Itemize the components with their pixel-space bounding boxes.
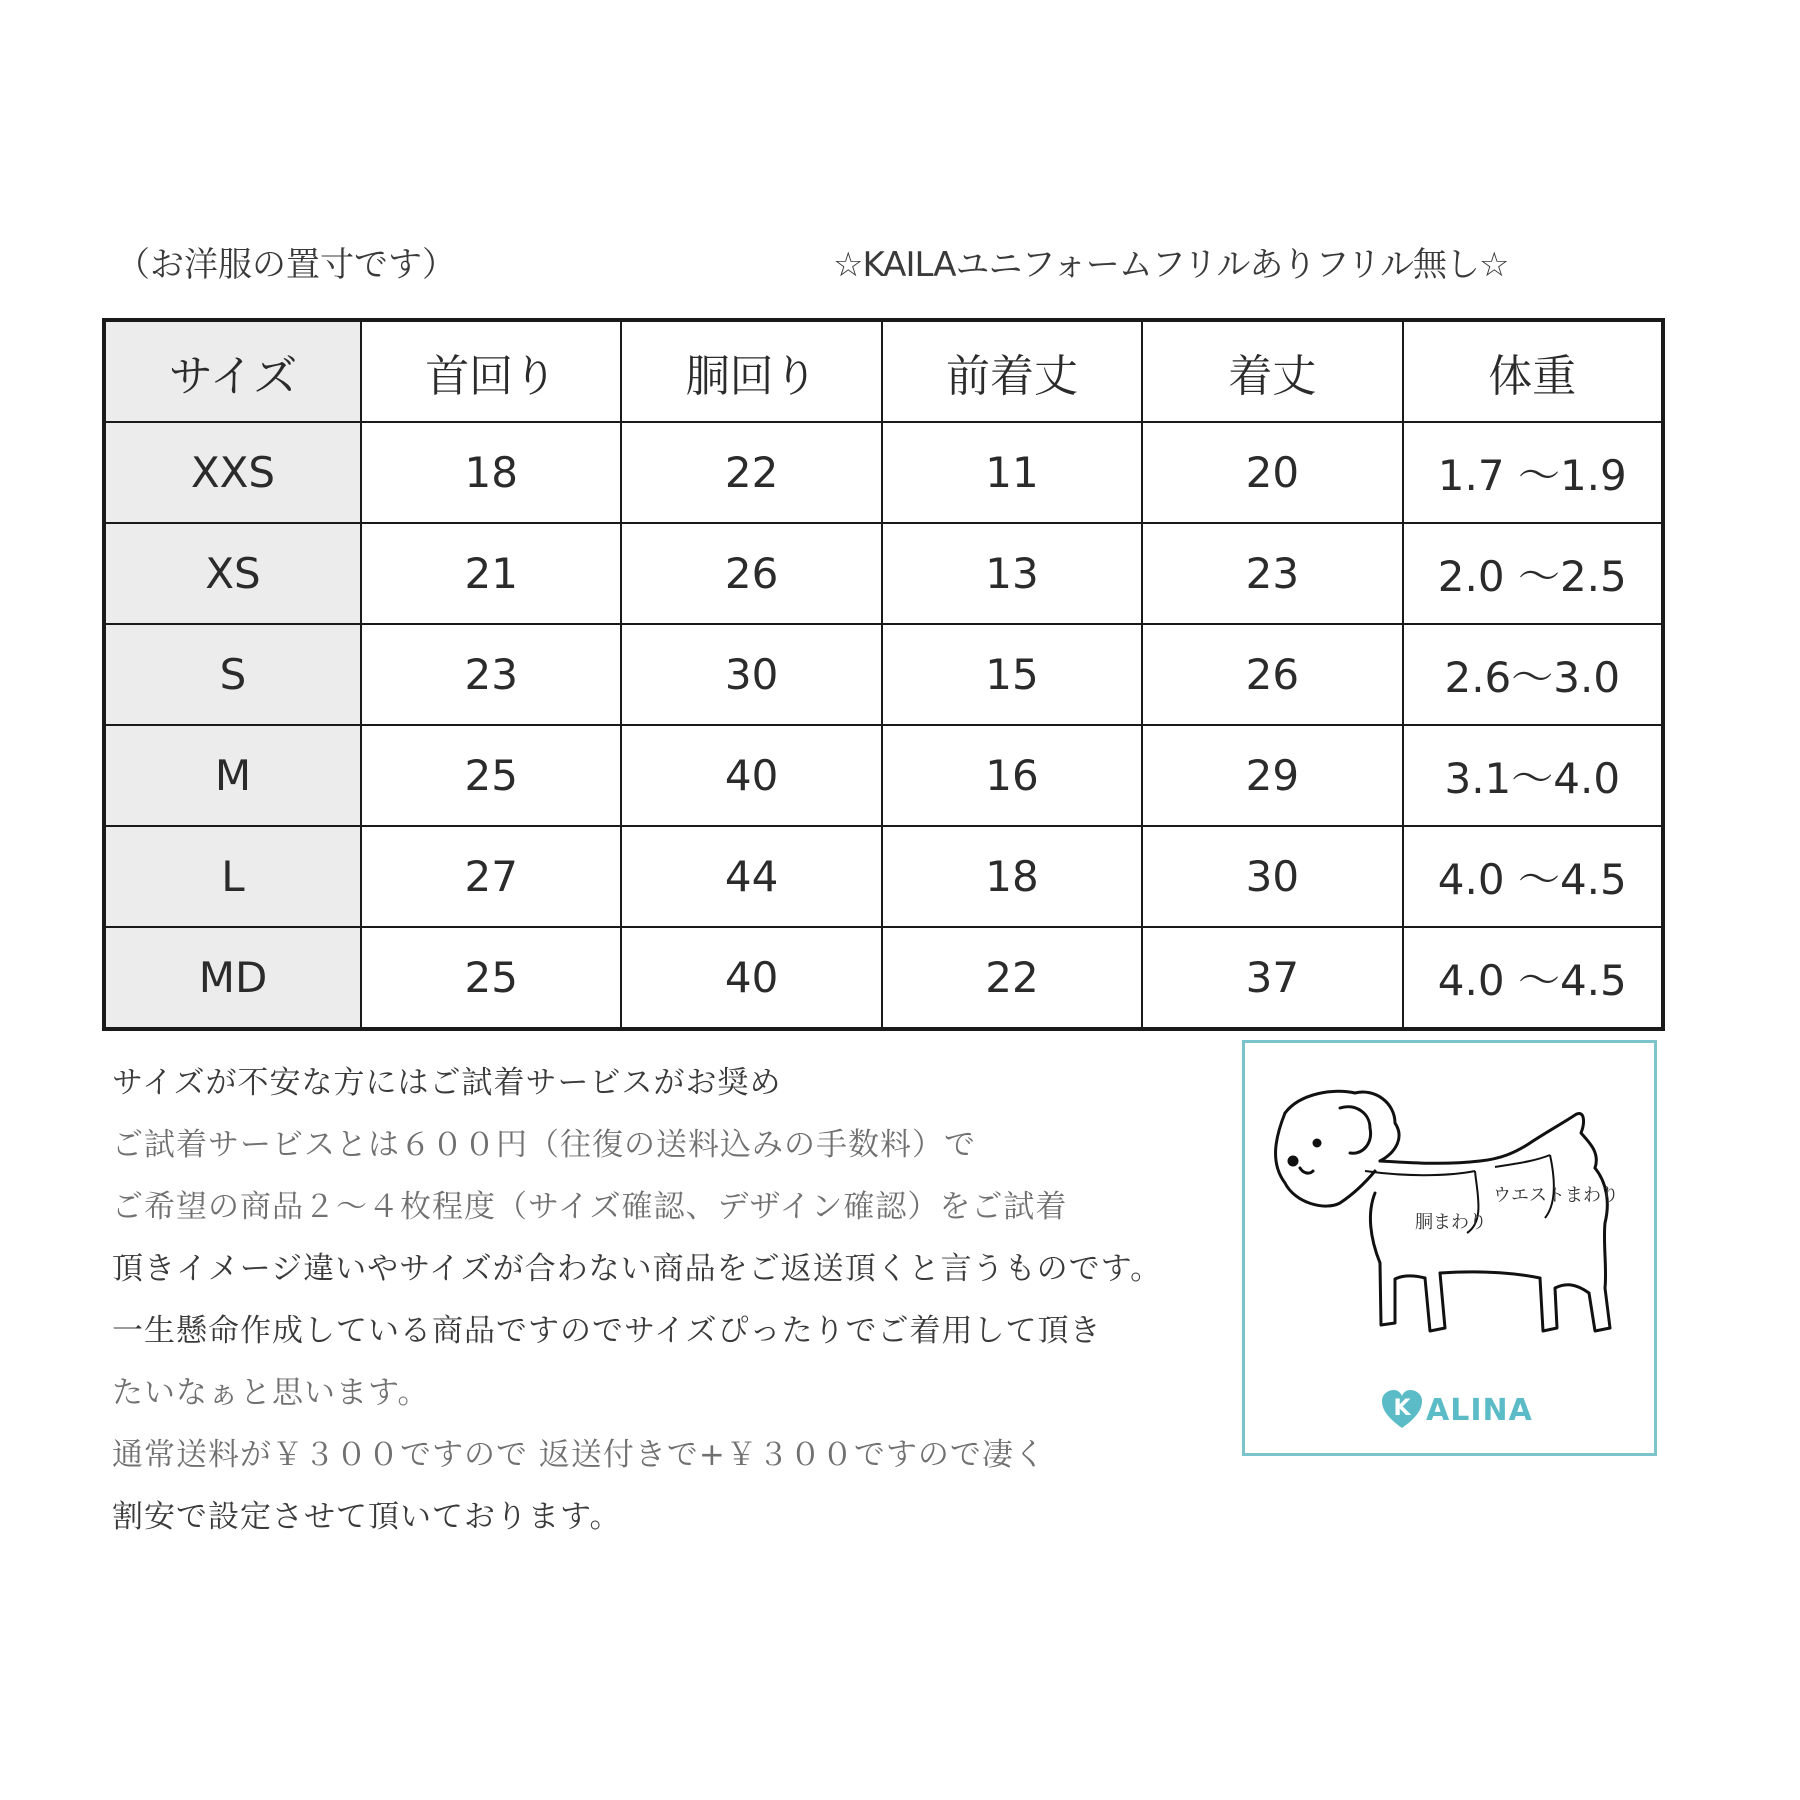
table-cell: 4.0 ～4.5 xyxy=(1403,927,1663,1029)
note-line: ご試着サービスとは６００円（往復の送料込みの手数料）で xyxy=(112,1127,976,1163)
note-line: 割安で設定させて頂いております。 xyxy=(112,1499,622,1535)
header-cell: 首回り xyxy=(361,320,621,422)
table-cell: 18 xyxy=(882,826,1142,927)
table-cell: 1.7 ～1.9 xyxy=(1403,422,1663,523)
table-cell: 11 xyxy=(882,422,1142,523)
table-cell: 16 xyxy=(882,725,1142,826)
header-cell: 着丈 xyxy=(1142,320,1402,422)
table-cell: 27 xyxy=(361,826,621,927)
caption-measurement-note: （お洋服の置寸です） xyxy=(116,245,456,285)
table-cell: 13 xyxy=(882,523,1142,624)
table-cell: 21 xyxy=(361,523,621,624)
table-cell: 26 xyxy=(1142,624,1402,725)
size-cell: XS xyxy=(104,523,361,624)
trial-service-notes xyxy=(112,1052,1242,1548)
table-cell: 23 xyxy=(361,624,621,725)
table-cell: 22 xyxy=(882,927,1142,1029)
waist-label: ウエストまわり xyxy=(1493,1185,1619,1206)
caption-product-name: ☆KAILAユニフォームフリルありフリル無し☆ xyxy=(833,245,1509,285)
table-cell: 29 xyxy=(1142,725,1402,826)
table-cell: 18 xyxy=(361,422,621,523)
header-cell: 前着丈 xyxy=(882,320,1142,422)
table-row xyxy=(104,422,1663,523)
measurement-diagram-panel xyxy=(1242,1040,1657,1456)
table-cell: 20 xyxy=(1142,422,1402,523)
table-cell: 25 xyxy=(361,927,621,1029)
note-line: ご希望の商品２～４枚程度（サイズ確認、デザイン確認）をご試着 xyxy=(112,1189,1068,1225)
table-cell: 23 xyxy=(1142,523,1402,624)
table-cell: 37 xyxy=(1142,927,1402,1029)
table-row xyxy=(104,927,1663,1029)
table-row xyxy=(104,826,1663,927)
note-line: サイズが不安な方にはご試着サービスがお奨め xyxy=(112,1065,782,1101)
table-header-row xyxy=(104,320,1663,422)
table-row xyxy=(104,523,1663,624)
note-line: 一生懸命作成している商品ですのでサイズぴったりでご着用して頂き xyxy=(112,1313,1102,1349)
table-cell: 40 xyxy=(621,725,881,826)
note-line: 通常送料が￥３００ですので 返送付きで+￥３００ですので凄く xyxy=(112,1437,1046,1473)
table-cell: 3.1～4.0 xyxy=(1403,725,1663,826)
size-cell: L xyxy=(104,826,361,927)
table-row xyxy=(104,725,1663,826)
table-cell: 44 xyxy=(621,826,881,927)
header-cell: 胴回り xyxy=(621,320,881,422)
table-cell: 22 xyxy=(621,422,881,523)
header-cell: サイズ xyxy=(104,320,361,422)
size-cell: M xyxy=(104,725,361,826)
table-row xyxy=(104,624,1663,725)
size-cell: MD xyxy=(104,927,361,1029)
table-cell: 30 xyxy=(1142,826,1402,927)
heart-icon: K xyxy=(1380,1388,1424,1432)
note-line: たいなぁと思います。 xyxy=(112,1375,430,1411)
table-cell: 25 xyxy=(361,725,621,826)
size-chart-table xyxy=(102,318,1665,1031)
table-cell: 40 xyxy=(621,927,881,1029)
table-cell: 2.0 ～2.5 xyxy=(1403,523,1663,624)
header-cell: 体重 xyxy=(1403,320,1663,422)
size-cell: XXS xyxy=(104,422,361,523)
table-cell: 26 xyxy=(621,523,881,624)
body-girth-label: 胴まわり xyxy=(1415,1212,1487,1233)
table-cell: 30 xyxy=(621,624,881,725)
table-cell: 2.6～3.0 xyxy=(1403,624,1663,725)
table-cell: 15 xyxy=(882,624,1142,725)
note-line: 頂きイメージ違いやサイズが合わない商品をご返送頂くと言うものです。 xyxy=(112,1251,1163,1287)
table-cell: 4.0 ～4.5 xyxy=(1403,826,1663,927)
kalina-logo: K ALINA xyxy=(1380,1388,1533,1432)
size-cell: S xyxy=(104,624,361,725)
